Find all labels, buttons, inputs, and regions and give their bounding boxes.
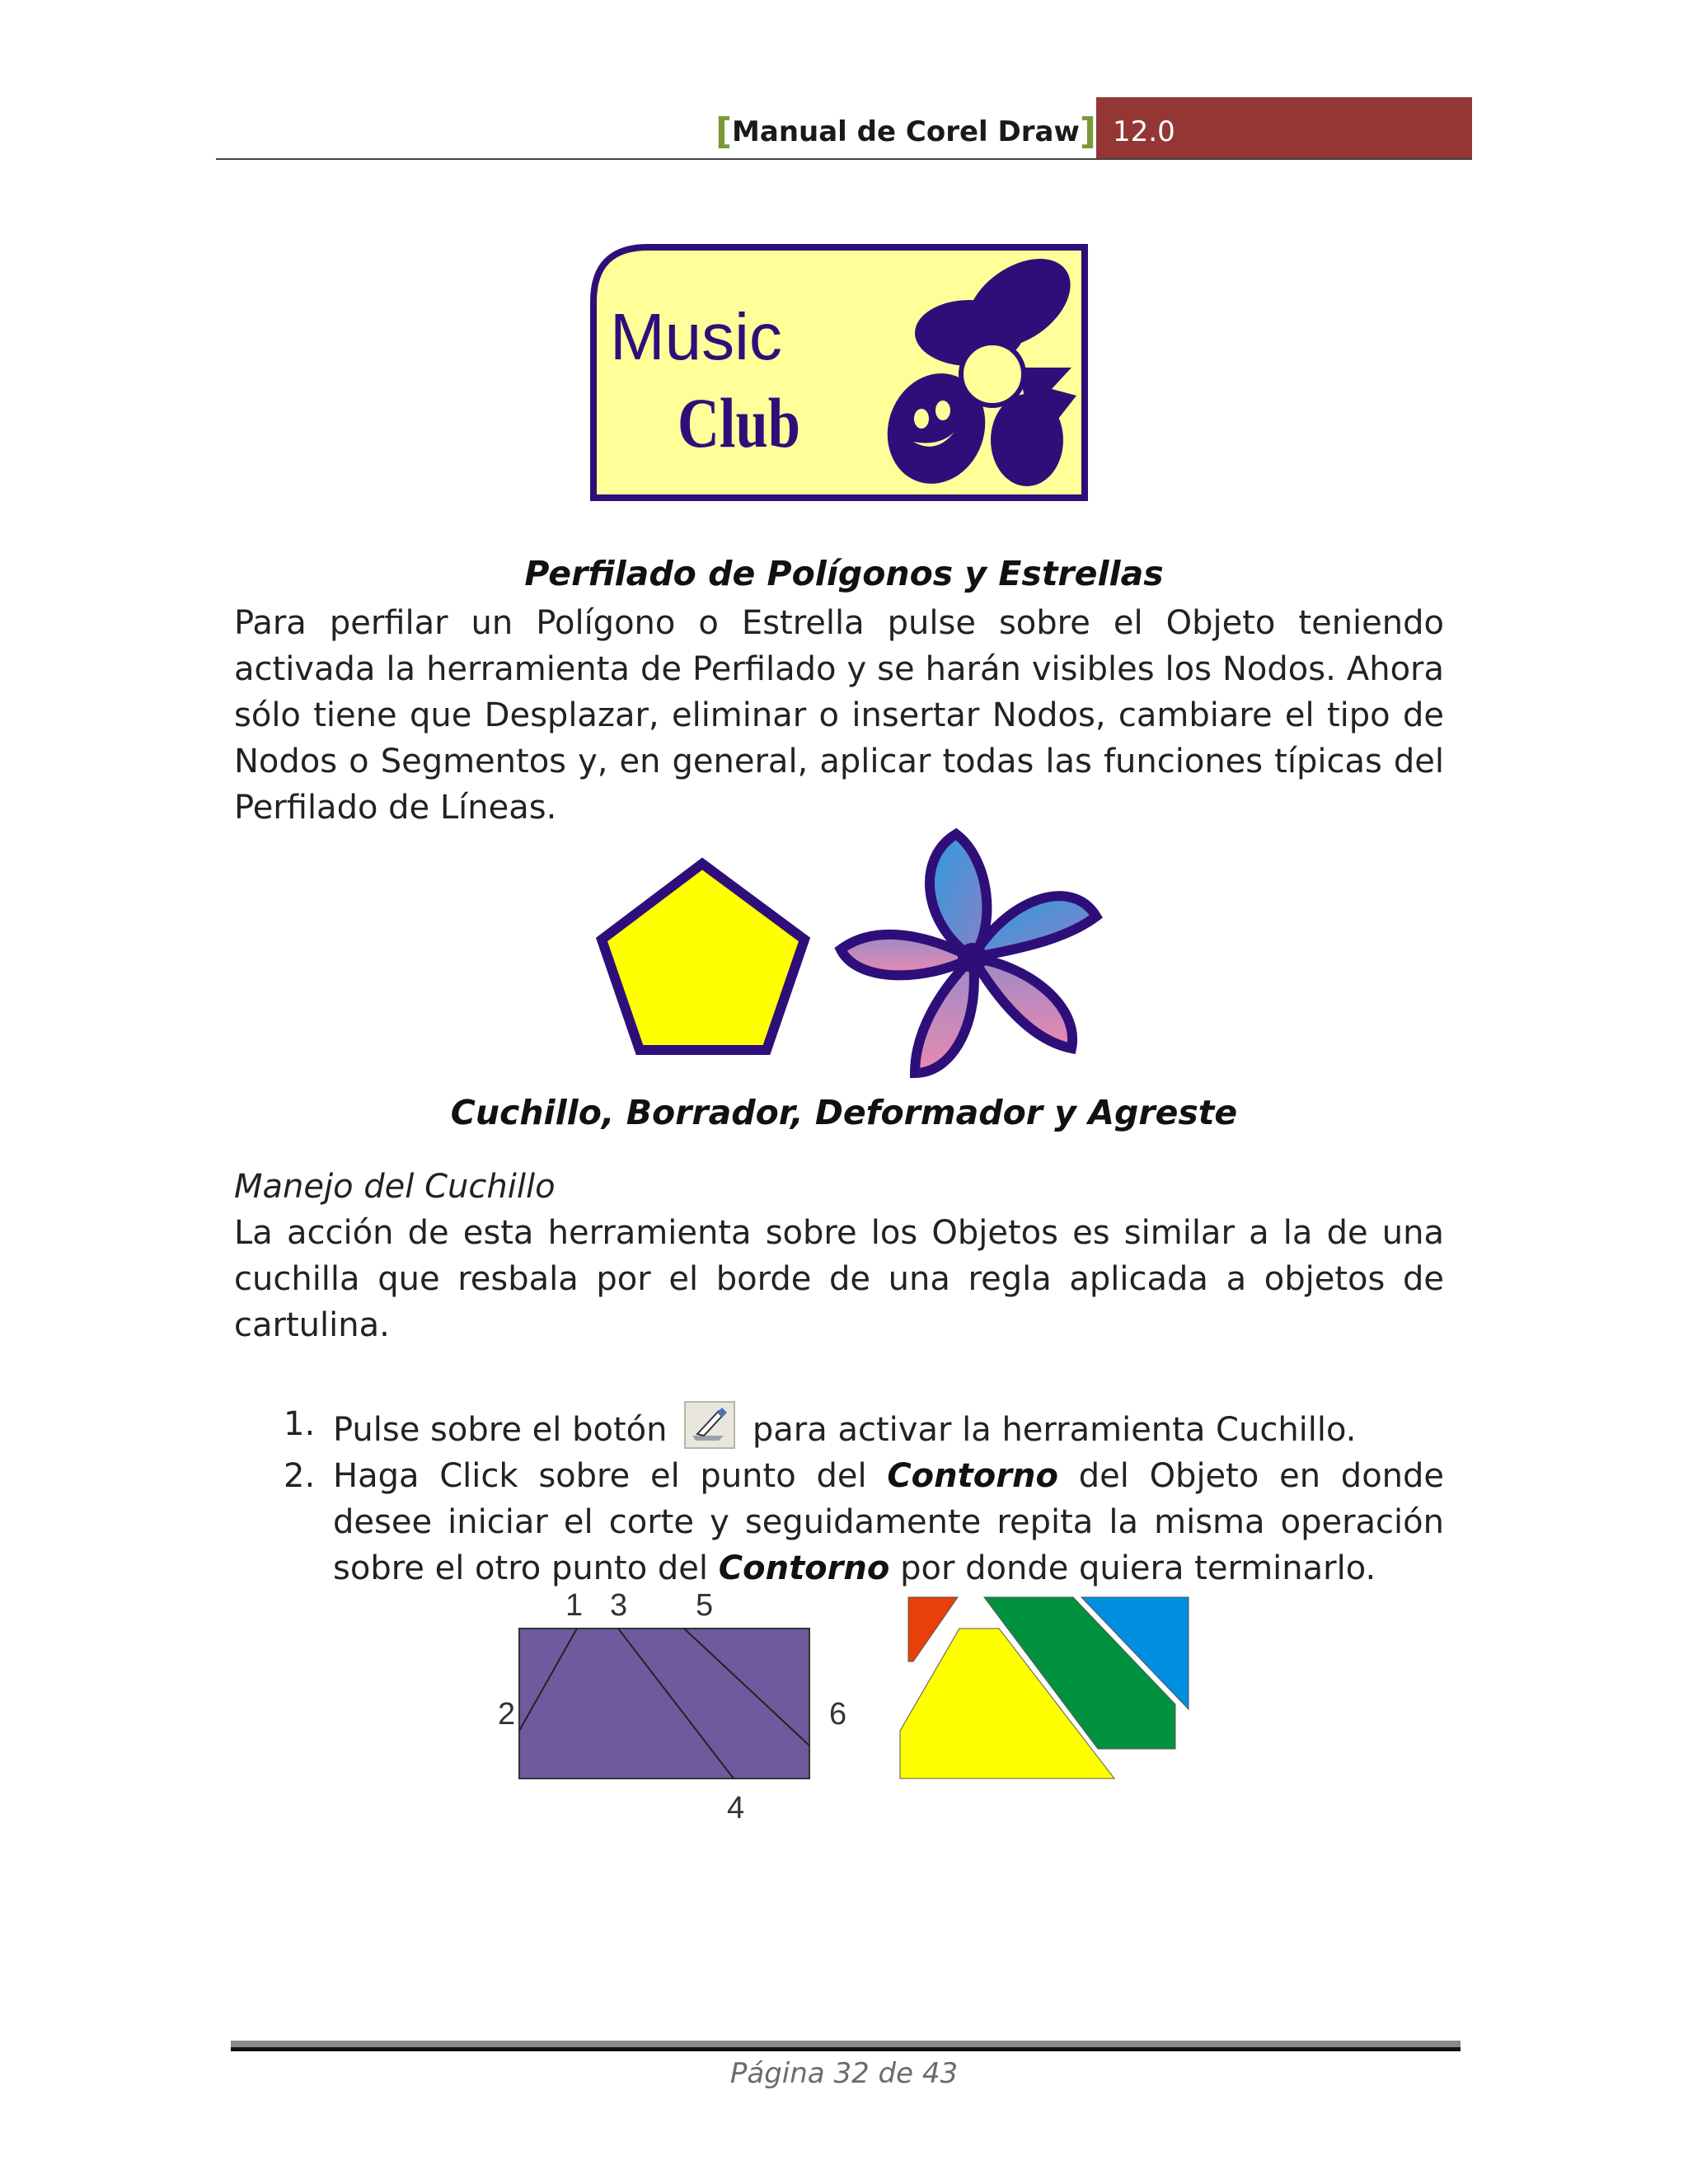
step-1 xyxy=(284,1401,1444,1453)
step-1-number: 1. xyxy=(284,1405,316,1443)
subheading-manejo: Manejo del Cuchillo xyxy=(234,1168,556,1206)
music-club-logo xyxy=(590,244,1090,503)
star-shape xyxy=(841,834,1096,1073)
cut-label-6: 6 xyxy=(829,1697,847,1732)
header-rule xyxy=(216,158,1472,160)
bracket-close: ] xyxy=(1079,110,1096,152)
step-2-bold-contorno-1: Contorno xyxy=(887,1457,1058,1495)
step-2-number: 2. xyxy=(284,1457,316,1495)
cut-label-5: 5 xyxy=(696,1588,714,1623)
cut-label-4: 4 xyxy=(727,1791,745,1825)
footer-rule-black xyxy=(231,2047,1461,2051)
page-number: Página 32 de 43 xyxy=(729,2057,959,2090)
cut-label-2: 2 xyxy=(498,1697,516,1732)
heading-perfilado: Perfilado de Polígonos y Estrellas xyxy=(524,554,1164,593)
step-1-text-before: Pulse sobre el botón xyxy=(333,1411,668,1449)
step-1-text-after: para activar la herramienta Cuchillo. xyxy=(752,1411,1357,1449)
cut-label-3: 3 xyxy=(610,1588,628,1623)
cut-label-1: 1 xyxy=(565,1588,584,1623)
knife-icon xyxy=(686,1403,734,1447)
polygon-star-figure xyxy=(585,827,1109,1080)
heading-cuchillo: Cuchillo, Borrador, Deformador y Agreste xyxy=(450,1093,1238,1132)
paragraph-perfilado: Para perfilar un Polígono o Estrella pulse sobre el Objeto teniendo activada la herramienta de Perfilado y se harán visibles los Nodos. Ahora sólo tiene que Desplazar, eliminar o insertar Nodos, cambiare el tipo de Nodos o Segmentos y, en general, aplicar todas las funciones típicas del Perfilado de Líneas. xyxy=(234,604,1444,827)
step-2 xyxy=(284,1453,1445,1591)
logo-word-music: Music xyxy=(610,300,782,373)
bracket-open: [ xyxy=(715,110,733,152)
step-2-text-part1: Haga Click sobre el punto del xyxy=(333,1457,867,1495)
paragraph-cuchillo: La acción de esta herramienta sobre los Objetos es similar a la de una cuchilla que resbala por el borde de una regla aplicada a objetos de cartulina. xyxy=(234,1214,1444,1344)
steps-list xyxy=(284,1401,1445,1591)
logo-word-club: Club xyxy=(678,384,800,463)
pentagon-shape xyxy=(602,864,804,1050)
step-2-text-part2: del Objeto en donde desee iniciar el corte y seguidamente repita la misma operación sobre el otro punto del xyxy=(333,1457,1445,1587)
purple-rectangle xyxy=(519,1629,809,1779)
knife-tool-button[interactable] xyxy=(684,1401,735,1449)
step-2-text-part3: por donde quiera terminarlo. xyxy=(900,1549,1376,1587)
footer-rule-gray xyxy=(231,2041,1461,2047)
knife-cut-figure xyxy=(486,1579,1212,1826)
header-title-text: Manual de Corel Draw xyxy=(732,115,1080,148)
step-2-bold-contorno-2: Contorno xyxy=(718,1549,890,1587)
header-title xyxy=(715,105,1096,158)
header-version: 12.0 xyxy=(1096,97,1472,160)
